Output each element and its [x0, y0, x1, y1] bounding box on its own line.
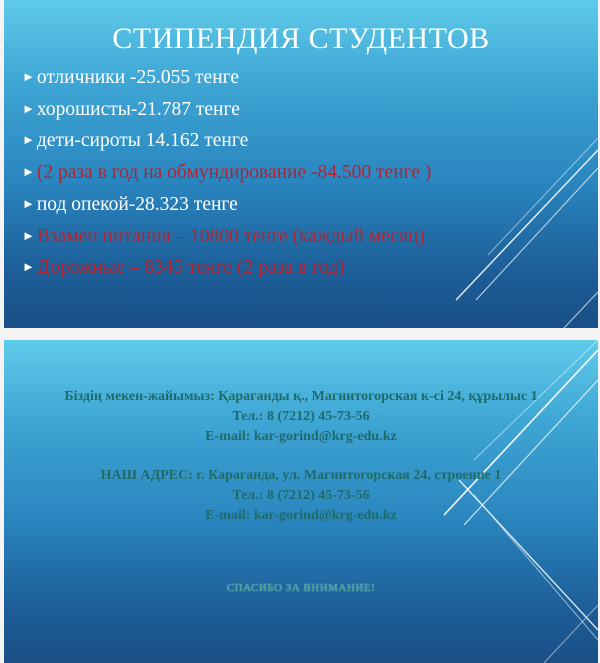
scholarship-item-text: Взамен питания – 10800 тенге (каждый месяц)	[36, 225, 425, 247]
scholarship-item	[22, 252, 431, 284]
address-kazakh: Біздің мекен-жайымыз: Қарағанды қ., Магнитогорская к-сі 24, құрылыс 1	[64, 389, 538, 404]
email-kazakh: E-mail: kar-gorind@krg-edu.kz	[205, 429, 397, 444]
scholarship-item	[22, 157, 431, 189]
slide-contacts	[4, 340, 598, 663]
scholarship-item-text: под опекой-28.323 тенге	[36, 193, 238, 215]
scholarship-item-text: дети-сироты 14.162 тенге	[36, 130, 249, 152]
scholarship-list	[22, 62, 431, 284]
contact-block-russian	[4, 466, 598, 526]
scholarship-item	[22, 189, 431, 221]
phone-russian: Тел.: 8 (7212) 45-73-56	[232, 488, 370, 503]
scholarship-item	[22, 94, 431, 126]
thanks-text: СПАСИБО ЗА ВНИМАНИЕ!	[226, 582, 376, 594]
contact-block-kazakh	[4, 387, 598, 447]
bullet-arrow-icon: ►	[22, 195, 35, 211]
scholarship-item-text: отличники -25.055 тенге	[36, 67, 240, 88]
address-russian: НАШ АДРЕС: г. Караганда, ул. Магнитогорская 24, строение 1	[100, 468, 502, 483]
bullet-arrow-icon: ►	[22, 259, 35, 275]
scholarship-item	[22, 221, 431, 253]
bullet-arrow-icon: ►	[22, 100, 35, 116]
bullet-arrow-icon: ►	[22, 69, 35, 84]
phone-kazakh: Тел.: 8 (7212) 45-73-56	[232, 409, 370, 424]
bullet-arrow-icon: ►	[22, 227, 35, 243]
slide-scholarship	[4, 0, 598, 328]
email-russian: E-mail: kar-gorind@krg-edu.kz	[205, 508, 397, 523]
slide-title: СТИПЕНДИЯ СТУДЕНТОВ	[112, 22, 490, 55]
bullet-arrow-icon: ►	[22, 164, 35, 180]
scholarship-item	[22, 125, 431, 157]
scholarship-item-text: хорошисты-21.787 тенге	[36, 98, 240, 120]
bullet-arrow-icon: ►	[22, 132, 35, 148]
scholarship-item-text: (2 раза в год на обмундирование -84.500 тенге )	[36, 162, 432, 184]
scholarship-item	[22, 62, 431, 94]
scholarship-item-text: Дорожные – 8345 тенге (2 раза в год)	[36, 257, 345, 279]
